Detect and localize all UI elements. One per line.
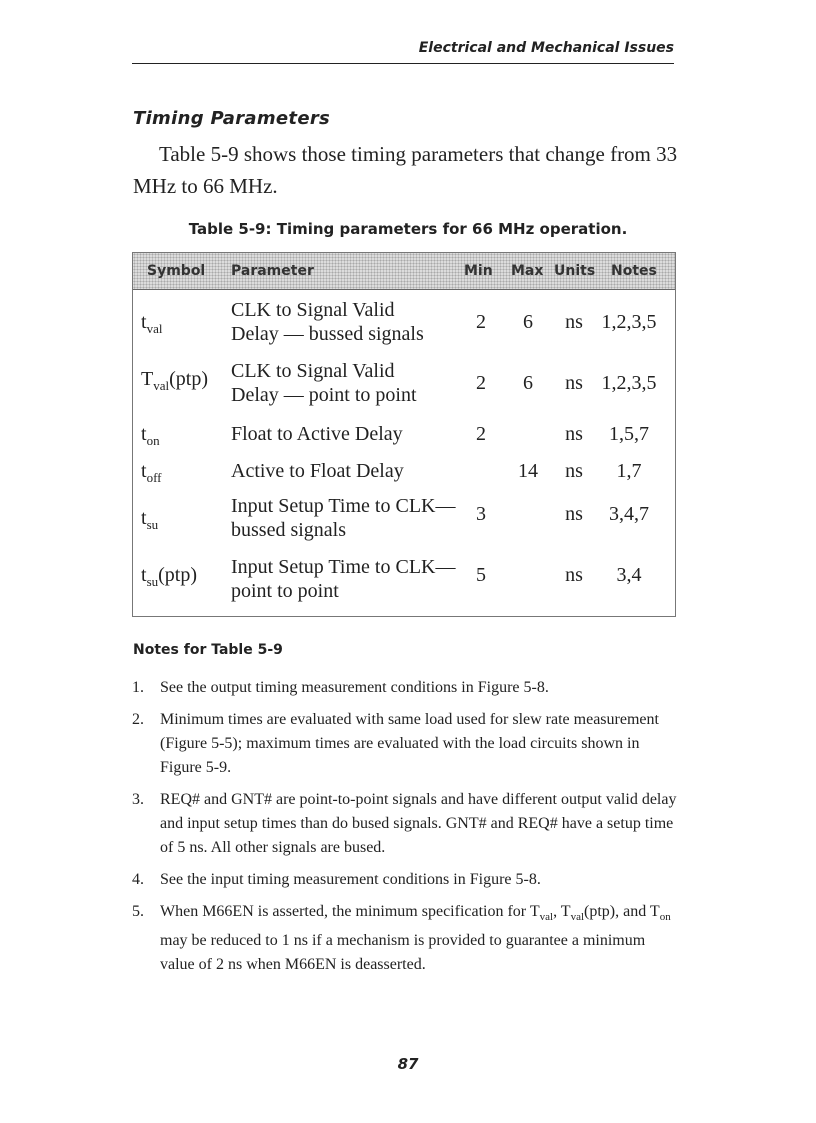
list-item bbox=[132, 708, 677, 780]
units-cell: ns bbox=[565, 460, 583, 482]
header-rule bbox=[132, 63, 674, 64]
units-cell: ns bbox=[565, 372, 583, 394]
min-cell: 2 bbox=[476, 311, 486, 333]
list-item bbox=[132, 868, 677, 892]
units-cell: ns bbox=[565, 423, 583, 445]
symbol-cell: $t_{su}(ptp)$ bbox=[141, 564, 198, 589]
note-number: 4. bbox=[132, 871, 144, 888]
units-cell: ns bbox=[565, 503, 583, 525]
max-cell: 6 bbox=[523, 372, 533, 394]
table-body bbox=[133, 290, 675, 616]
max-cell: 14 bbox=[518, 460, 538, 482]
note-text: When M66EN is asserted, the minimum specification for $T_{val}$, $T_{val}(ptp)$, and $T_{on}$ may be reduced to 1 ns if a mechanism is provided to guarantee a minimum value of 2 ns when M66EN is deasserted. bbox=[160, 903, 671, 973]
list-item bbox=[132, 676, 677, 700]
parameter-cell: Float to Active Delay bbox=[231, 423, 403, 445]
parameter-cell: Input Setup Time to CLK— point to point bbox=[231, 556, 456, 602]
table-caption: Table 5-9: Timing parameters for 66 MHz operation. bbox=[188, 220, 628, 238]
column-header-notes: Notes bbox=[611, 263, 657, 279]
units-cell: ns bbox=[565, 311, 583, 333]
list-item bbox=[132, 900, 677, 977]
min-cell: 2 bbox=[476, 423, 486, 445]
column-header-units: Units bbox=[554, 263, 596, 279]
min-cell: 2 bbox=[476, 372, 486, 394]
notes-cell: 3,4,7 bbox=[609, 503, 649, 525]
symbol-cell: $t_{off}$ bbox=[141, 460, 162, 485]
units-cell: ns bbox=[565, 564, 583, 586]
parameter-cell: CLK to Signal Valid Delay — point to point bbox=[231, 360, 417, 406]
column-header-symbol: Symbol bbox=[147, 263, 206, 279]
note-text: REQ# and GNT# are point-to-point signals and have different output valid delay and input setup times than do bused signals. GNT# and REQ# have a setup time of 5 ns. All other signals are bused. bbox=[160, 791, 677, 856]
notes-cell: 1,2,3,5 bbox=[601, 372, 657, 394]
symbol-cell: $t_{val}$ bbox=[141, 311, 163, 336]
notes-cell: 3,4 bbox=[616, 564, 642, 586]
column-header-parameter: Parameter bbox=[231, 263, 314, 279]
list-item bbox=[132, 788, 677, 860]
notes-cell: 1,2,3,5 bbox=[601, 311, 657, 333]
notes-title: Notes for Table 5-9 bbox=[133, 642, 283, 658]
parameter-cell: Input Setup Time to CLK— bussed signals bbox=[231, 495, 456, 541]
note-number: 3. bbox=[132, 791, 144, 808]
intro-paragraph: Table 5-9 shows those timing parameters that change from 33 MHz to 66 MHz. bbox=[133, 142, 678, 198]
notes-list bbox=[132, 676, 677, 985]
parameter-cell: CLK to Signal Valid Delay — bussed signals bbox=[231, 299, 424, 345]
note-text: Minimum times are evaluated with same load used for slew rate measurement (Figure 5-5); maximum times are evaluated with the load circuits shown in Figure 5-9. bbox=[160, 711, 659, 776]
note-number: 1. bbox=[132, 679, 144, 696]
symbol-cell: $t_{su}$ bbox=[141, 507, 159, 532]
note-number: 2. bbox=[132, 711, 144, 728]
symbol-cell: $T_{val}(ptp)$ bbox=[141, 368, 208, 393]
note-number: 5. bbox=[132, 903, 144, 920]
table-header bbox=[133, 253, 675, 290]
timing-table bbox=[132, 252, 676, 617]
column-header-max: Max bbox=[511, 263, 544, 279]
max-cell: 6 bbox=[523, 311, 533, 333]
notes-cell: 1,5,7 bbox=[609, 423, 649, 445]
parameter-cell: Active to Float Delay bbox=[231, 460, 404, 482]
min-cell: 3 bbox=[476, 503, 486, 525]
page-number: 87 bbox=[397, 1055, 419, 1073]
column-header-min: Min bbox=[464, 263, 493, 279]
note-text: See the input timing measurement conditions in Figure 5-8. bbox=[160, 871, 541, 888]
min-cell: 5 bbox=[476, 564, 486, 586]
note-text: See the output timing measurement conditions in Figure 5-8. bbox=[160, 679, 549, 696]
running-header: Electrical and Mechanical Issues bbox=[418, 40, 674, 56]
notes-cell: 1,7 bbox=[616, 460, 642, 482]
symbol-cell: $t_{on}$ bbox=[141, 423, 160, 448]
section-title: Timing Parameters bbox=[133, 108, 331, 129]
